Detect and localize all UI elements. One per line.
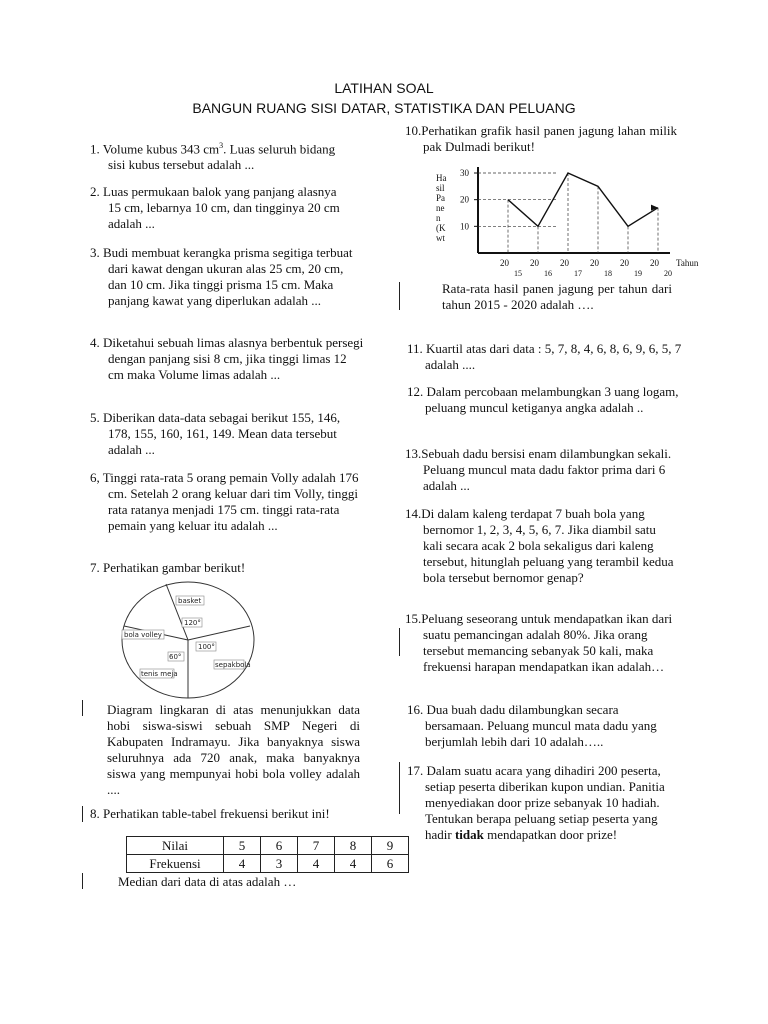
question-15-text: 15.Peluang seseorang untuk mendapatkan ikan dari suatu pemancingan adalah 80%. Jika orang tersebut memancing sebanyak 50 kali, maka frekuensi harapan mendapatkan ikan adalah…: [405, 611, 673, 674]
question-12-text: 12. Dalam percobaan melambungkan 3 uang logam, peluang muncul ketiganya angka adalah ..: [407, 384, 679, 415]
question-10-body: [442, 281, 672, 313]
pie-label-sepakbola: sepakbola: [215, 661, 251, 669]
question-5-text: 5. Diberikan data-data sebagai berikut 155, 146, 178, 155, 160, 161, 149. Mean data tersebut adalah ...: [90, 410, 341, 457]
question-7: [90, 560, 350, 576]
question-5: [90, 410, 360, 458]
x-tick-label: 16: [544, 269, 552, 278]
margin-marker: [399, 282, 400, 310]
pie-label-tenismeja: tenis meja: [141, 670, 178, 678]
table-cell: 8: [335, 837, 372, 855]
margin-marker: [399, 628, 400, 656]
question-13: [405, 446, 680, 494]
table-cell: 4: [298, 855, 335, 873]
pie-angle-100: 100°: [198, 643, 215, 651]
question-15: [405, 611, 677, 675]
pie-angle-120: 120°: [184, 619, 201, 627]
question-11-text: 11. Kuartil atas dari data : 5, 7, 8, 4, 6, 8, 6, 9, 6, 5, 7 adalah ....: [407, 341, 682, 372]
question-8-body: [118, 874, 368, 890]
question-2: [90, 184, 342, 232]
question-8: [90, 806, 362, 822]
question-1-sup: 3: [219, 141, 224, 150]
margin-marker: [82, 806, 83, 822]
frequency-table: [126, 836, 409, 873]
harvest-line-chart: [430, 165, 720, 280]
y-tick-label: 20: [460, 194, 469, 205]
pie-label-volley: bola volley: [124, 631, 162, 639]
margin-marker: [82, 873, 83, 889]
question-17: [407, 763, 677, 843]
x-tick-label: 17: [574, 269, 582, 278]
table-cell: 6: [261, 837, 298, 855]
question-16: [407, 702, 675, 750]
question-13-text: 13.Sebuah dadu bersisi enam dilambungkan sekali. Peluang muncul mata dadu faktor prima dari 6 adalah ...: [405, 446, 672, 493]
question-1-text-post: . Luas seluruh bidang sisi kubus tersebut adalah ...: [108, 141, 336, 173]
question-1: [90, 138, 352, 173]
x-tick-label: 18: [604, 269, 612, 278]
hobby-pie-chart: [118, 580, 258, 700]
margin-marker: [399, 762, 400, 814]
question-17-bold: tidak: [454, 827, 484, 842]
table-row-label: Frekuensi: [127, 855, 224, 873]
x-tick-label: 15: [514, 269, 522, 278]
pie-label-basket: basket: [178, 597, 202, 605]
question-12: [407, 384, 679, 416]
question-4: [90, 335, 365, 383]
x-tick-label: 20: [530, 258, 539, 268]
question-3-text: 3. Budi membuat kerangka prisma segitiga terbuat dari kawat dengan ukuran alas 25 cm, 20 cm, dan 10 cm. Jika tinggi prisma 15 cm. Maka panjang kawat yang diperlukan adalah ...: [90, 245, 353, 308]
question-10-body-text: Rata-rata hasil panen jagung per tahun dari tahun 2015 - 2020 adalah ….: [442, 281, 672, 312]
chart-xlabel: Tahun: [676, 258, 699, 268]
page-subtitle: BANGUN RUANG SISI DATAR, STATISTIKA DAN PELUANG: [192, 100, 576, 116]
question-17-text-end: mendapatkan door prize!: [483, 827, 618, 842]
question-2-text: 2. Luas permukaan balok yang panjang alasnya 15 cm, lebarnya 10 cm, dan tingginya 20 cm adalah ...: [90, 184, 340, 231]
x-tick-label: 20: [620, 258, 629, 268]
question-10: [405, 123, 677, 155]
margin-marker: [82, 700, 83, 716]
y-tick-label: 30: [460, 168, 469, 178]
question-6-text: 6, Tinggi rata-rata 5 orang pemain Volly adalah 176 cm. Setelah 2 orang keluar dari tim Volly, tinggi rata ratanya menjadi 175 cm. tinggi rata-rata pemain yang keluar itu adalah ...: [90, 470, 359, 533]
page-title: LATIHAN SOAL: [334, 80, 434, 96]
x-tick-label: 20: [560, 258, 569, 268]
x-tick-label: 20: [650, 258, 659, 268]
question-16-text: 16. Dua buah dadu dilambungkan secara bersamaan. Peluang muncul mata dadu yang berjumlah lebih dari 10 adalah…..: [407, 702, 657, 749]
table-cell: 6: [372, 855, 409, 873]
table-row-label: Nilai: [127, 837, 224, 855]
question-1-text-pre: 1. Volume kubus 343 cm: [90, 141, 220, 157]
table-cell: 3: [261, 855, 298, 873]
pie-angle-60: 60°: [169, 653, 182, 661]
x-tick-label: 20: [590, 258, 599, 268]
table-cell: 7: [298, 837, 335, 855]
question-17-text: 17. Dalam suatu acara yang dihadiri 200 peserta, setiap peserta diberikan kupon undian. Panitia menyediakan door prize sebanyak 10 hadiah. Tentukan berapa peluang setiap peserta yang hadir: [407, 763, 665, 842]
table-row: [127, 855, 409, 873]
table-cell: 9: [372, 837, 409, 855]
table-cell: 4: [335, 855, 372, 873]
question-10-text: 10.Perhatikan grafik hasil panen jagung lahan milik pak Dulmadi berikut!: [405, 123, 677, 154]
y-tick-label: 10: [460, 221, 469, 232]
question-11: [407, 341, 682, 373]
x-tick-label: 19: [634, 269, 642, 278]
question-14-text: 14.Di dalam kaleng terdapat 7 buah bola yang bernomor 1, 2, 3, 4, 5, 6, 7. Jika diambil satu kali secara acak 2 bola sekaligus dari kaleng tersebut, hitunglah peluang yang terambil kedua bola tersebut bernomor genap?: [405, 506, 674, 585]
table-row: [127, 837, 409, 855]
x-tick-label: 20: [664, 269, 672, 278]
question-8-text: 8. Perhatikan table-tabel frekuensi berikut ini!: [90, 806, 330, 821]
chart-ylabel: Ha sil Pa ne n (K wt: [436, 173, 447, 243]
question-7-body-text: Diagram lingkaran di atas menunjukkan data hobi siswa-siswi sebuah SMP Negeri di Kabupaten Indramayu. Jika banyaknya siswa seluruhnya ada 720 anak, maka banyaknya siswa yang mempunyai hobi bola volley adalah ....: [107, 702, 360, 797]
question-8-body-text: Median dari data di atas adalah …: [118, 874, 297, 889]
question-6: [90, 470, 360, 534]
question-3: [90, 245, 362, 309]
question-7-text: 7. Perhatikan gambar berikut!: [90, 560, 246, 575]
question-7-body: [107, 702, 360, 798]
table-cell: 5: [224, 837, 261, 855]
question-14: [405, 506, 677, 586]
question-4-text: 4. Diketahui sebuah limas alasnya berbentuk persegi dengan panjang sisi 8 cm, jika tinggi limas 12 cm maka Volume limas adalah ...: [90, 335, 364, 382]
x-tick-label: 20: [500, 258, 509, 268]
table-cell: 4: [224, 855, 261, 873]
